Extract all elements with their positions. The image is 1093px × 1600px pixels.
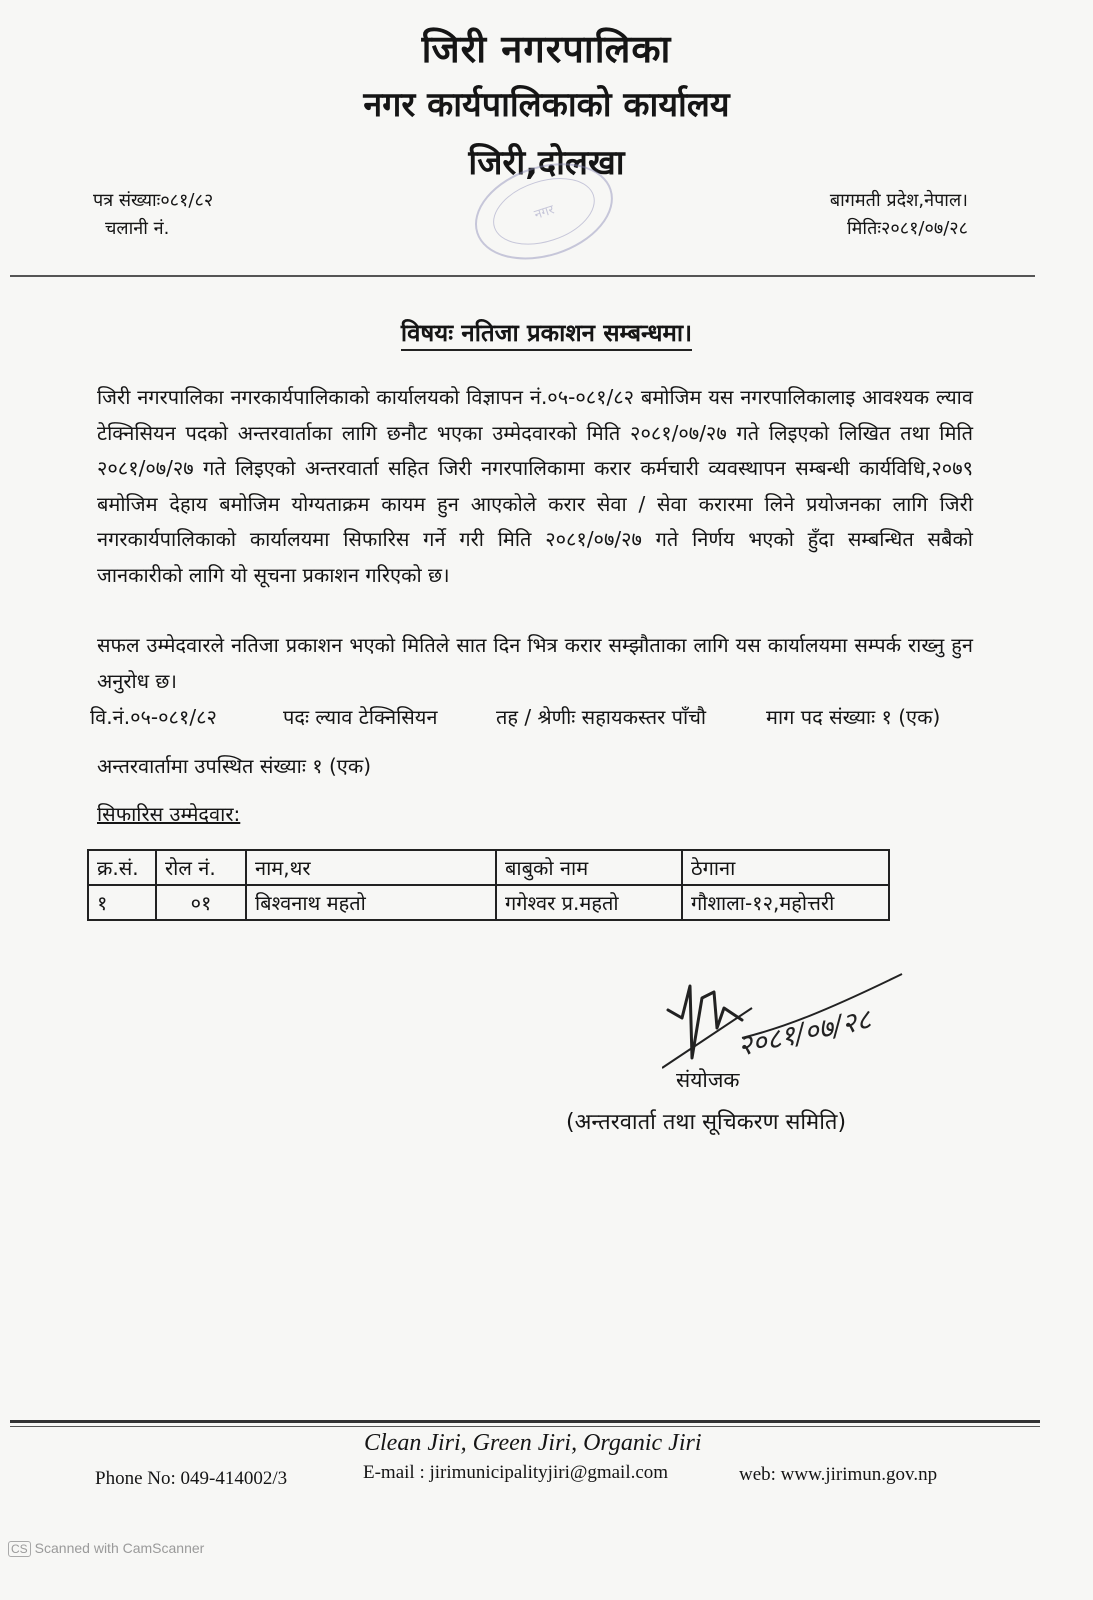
attendance-count: अन्तरवार्तामा उपस्थित संख्याः १ (एक): [97, 754, 371, 778]
dispatch-number: चलानी नं.: [105, 218, 170, 239]
cell-roll: ०१: [156, 885, 246, 920]
cell-father-name: गगेश्वर प्र.महतो: [496, 885, 682, 920]
cell-name: बिश्वनाथ महतो: [246, 885, 496, 920]
demand-count: माग पद संख्याः १ (एक): [766, 705, 941, 729]
body-paragraph-2: सफल उम्मेदवारले नतिजा प्रकाशन भएको मितिले सात दिन भित्र करार सम्झौताका लागि यस कार्यालयमा सम्पर्क राख्नु हुन अनुरोध छ।: [97, 633, 973, 693]
municipality-name: जिरी नगरपालिका: [421, 27, 672, 71]
scanner-text: Scanned with CamScanner: [34, 1540, 205, 1556]
col-name: नाम,थर: [246, 850, 496, 885]
footer-divider-thin: [10, 1426, 1040, 1427]
letter-date: मितिः२०८१/०७/२८: [847, 218, 968, 239]
cell-address: गौशाला-१२,महोत्तरी: [682, 885, 889, 920]
subject-line: [0, 316, 1093, 349]
cell-serial: १: [88, 885, 156, 920]
camscanner-icon: CS: [8, 1541, 31, 1557]
candidate-table: [87, 849, 890, 921]
col-roll: रोल नं.: [156, 850, 246, 885]
header-divider: [10, 275, 1035, 277]
province-address: बागमती प्रदेश,नेपाल।: [829, 190, 968, 211]
table-row: [88, 885, 889, 920]
col-address: ठेगाना: [682, 850, 889, 885]
recommended-heading: सिफारिस उम्मेदवार:: [97, 802, 241, 826]
body-paragraph-1: जिरी नगरपालिका नगरकार्यपालिकाको कार्यालयको विज्ञापन नं.०५-०८१/८२ बमोजिम यस नगरपालिकालाइ आवश्यक ल्याव टेक्निसियन पदको अन्तरवार्ताका लागि छनौट भएका उम्मेदवारको मिति २०८१/०७/२७ गते लिइएको लिखित तथा मिति २०८१/०७/२७ गते लिइएको अन्तरवार्ता सहित जिरी नगरपालिकामा करार कर्मचारी व्यवस्थापन सम्बन्धी कार्यविधि,२०७९ बमोजिम देहाय बमोजिम योग्यताक्रम कायम हुन आएकोले करार सेवा / सेवा करारमा लिने प्रयोजनका लागि जिरी नगरकार्यपालिकाको कार्यालयमा सिफारिस गर्ने गरी मिति २०८१/०७/२७ गते निर्णय भएको हुँदा सम्बन्धित सबैको जानकारीको लागि यो सूचना प्रकाशन गरिएको छ।: [97, 385, 973, 587]
post-level: तह / श्रेणीः सहायकस्तर पाँचौ: [496, 705, 707, 729]
signatory-title: संयोजक: [676, 1068, 740, 1092]
footer-divider: [10, 1420, 1040, 1423]
scanner-watermark: [8, 1540, 204, 1557]
signature-icon: [662, 968, 912, 1078]
letter-number: पत्र संख्याः०८१/८२: [93, 190, 214, 211]
footer-website: web: www.jirimun.gov.np: [739, 1464, 938, 1485]
office-name: नगर कार्यपालिकाको कार्यालय: [363, 85, 730, 125]
col-father-name: बाबुको नाम: [496, 850, 682, 885]
subject-text: विषयः नतिजा प्रकाशन सम्बन्धमा।: [401, 319, 692, 351]
committee-name: (अन्तरवार्ता तथा सूचिकरण समिति): [566, 1110, 847, 1135]
table-header-row: [88, 850, 889, 885]
signature-date: २०८१/०७/२८: [734, 1002, 874, 1063]
post-name: पदः ल्याव टेक्निसियन: [283, 705, 438, 729]
footer-email: E-mail : jirimunicipalityjiri@gmail.com: [363, 1462, 669, 1483]
footer-motto: Clean Jiri, Green Jiri, Organic Jiri: [364, 1430, 702, 1456]
ad-number: वि.नं.०५-०८१/८२: [90, 705, 217, 729]
office-location: जिरी,दोलखा: [468, 143, 625, 183]
col-serial: क्र.सं.: [88, 850, 156, 885]
footer-phone: Phone No: 049-414002/3: [95, 1468, 288, 1489]
svg-text:नगर: नगर: [532, 202, 557, 223]
